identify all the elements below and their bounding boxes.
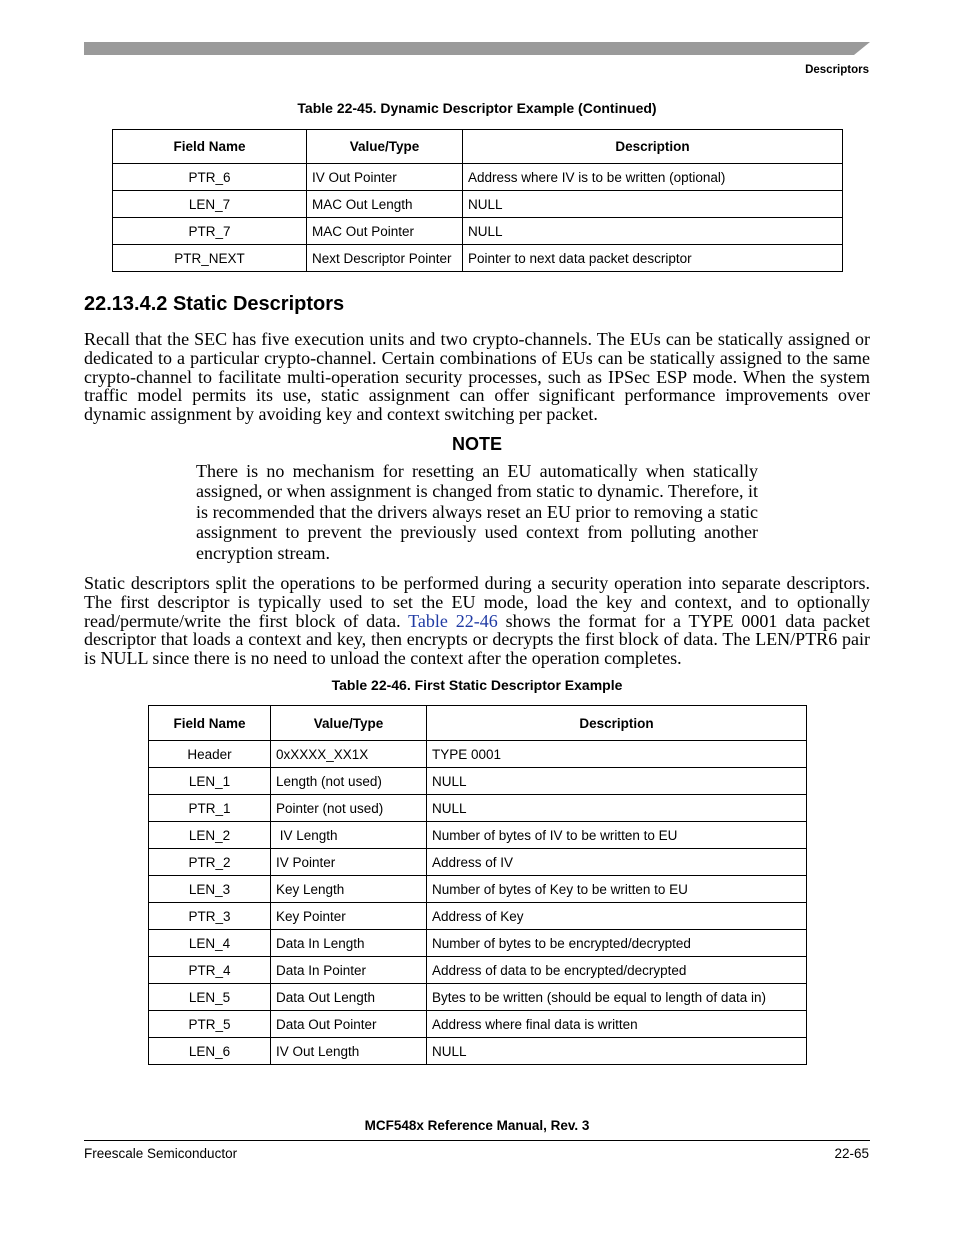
description-cell: NULL bbox=[427, 768, 807, 795]
description-cell: Number of bytes of IV to be written to EU bbox=[427, 822, 807, 849]
table-header-row bbox=[149, 706, 807, 741]
table-22-46-link[interactable]: Table 22-46 bbox=[408, 610, 498, 631]
table-row bbox=[149, 741, 807, 768]
description-cell: Address of IV bbox=[427, 849, 807, 876]
table-row bbox=[113, 191, 843, 218]
description-cell: Number of bytes to be encrypted/decrypted bbox=[427, 930, 807, 957]
footer-divider bbox=[84, 1140, 870, 1141]
value-type-cell: MAC Out Pointer bbox=[307, 218, 463, 245]
column-header: Value/Type bbox=[271, 706, 427, 741]
description-cell: Address where final data is written bbox=[427, 1011, 807, 1038]
footer-company: Freescale Semiconductor bbox=[84, 1146, 238, 1161]
value-type-cell: Pointer (not used) bbox=[271, 795, 427, 822]
table-row bbox=[149, 768, 807, 795]
body-paragraph bbox=[84, 574, 870, 668]
body-paragraph: Recall that the SEC has five execution units and two crypto-channels. The EUs can be statically assigned or dedicated to a particular crypto-channel. Certain combinations of EUs can be statically assigned to the same crypto-channel to facilitate multi-operation security processes, such as IPSec ESP mode. When the system traffic model permits its use, static assignment can offer significant performance improvements over dynamic assignment by avoiding key and context switching per packet. bbox=[84, 329, 870, 425]
footer-page-number: 22-65 bbox=[834, 1146, 869, 1161]
description-cell: Address of data to be encrypted/decrypted bbox=[427, 957, 807, 984]
table-22-46 bbox=[148, 705, 807, 1065]
table-row bbox=[149, 876, 807, 903]
field-name-cell: PTR_NEXT bbox=[113, 245, 307, 272]
running-head: Descriptors bbox=[805, 64, 869, 76]
value-type-cell: Key Length bbox=[271, 876, 427, 903]
table-45-caption: Table 22-45. Dynamic Descriptor Example (Continued) bbox=[297, 100, 657, 116]
field-name-cell: PTR_2 bbox=[149, 849, 271, 876]
value-type-cell: 0xXXXX_XX1X bbox=[271, 741, 427, 768]
field-name-cell: PTR_1 bbox=[149, 795, 271, 822]
description-cell: Address where IV is to be written (optional) bbox=[463, 164, 843, 191]
table-row bbox=[113, 245, 843, 272]
value-type-cell: IV Out Length bbox=[271, 1038, 427, 1065]
paragraph-text: shows the format for a TYPE 0001 data packet descriptor that loads a context and key, then encrypts or decrypts the first block of data. The LEN/PTR6 pair is NULL since there is no need to unload the context after the operation completes. bbox=[84, 610, 870, 669]
note-body: There is no mechanism for resetting an EU automatically when statically assigned, or when assignment is changed from static to dynamic. Therefore, it is recommended that the drivers always reset an EU prior to removing a static assignment to prevent the previously used context from polluting another encryption stream. bbox=[196, 461, 758, 563]
column-header: Field Name bbox=[113, 130, 307, 164]
field-name-cell: LEN_4 bbox=[149, 930, 271, 957]
table-row bbox=[149, 795, 807, 822]
description-cell: NULL bbox=[427, 795, 807, 822]
field-name-cell: PTR_4 bbox=[149, 957, 271, 984]
field-name-cell: Header bbox=[149, 741, 271, 768]
table-header-row bbox=[113, 130, 843, 164]
field-name-cell: PTR_5 bbox=[149, 1011, 271, 1038]
value-type-cell: IV Out Pointer bbox=[307, 164, 463, 191]
field-name-cell: LEN_6 bbox=[149, 1038, 271, 1065]
column-header: Description bbox=[463, 130, 843, 164]
column-header: Description bbox=[427, 706, 807, 741]
table-row bbox=[149, 1038, 807, 1065]
field-name-cell: PTR_7 bbox=[113, 218, 307, 245]
note-title: NOTE bbox=[451, 434, 502, 454]
table-row bbox=[149, 984, 807, 1011]
field-name-cell: LEN_7 bbox=[113, 191, 307, 218]
value-type-cell: Data In Length bbox=[271, 930, 427, 957]
table-row bbox=[113, 164, 843, 191]
field-name-cell: LEN_5 bbox=[149, 984, 271, 1011]
description-cell: NULL bbox=[427, 1038, 807, 1065]
field-name-cell: PTR_6 bbox=[113, 164, 307, 191]
value-type-cell: Data Out Pointer bbox=[271, 1011, 427, 1038]
value-type-cell: Length (not used) bbox=[271, 768, 427, 795]
value-type-cell: Data Out Length bbox=[271, 984, 427, 1011]
description-cell: NULL bbox=[463, 218, 843, 245]
field-name-cell: LEN_2 bbox=[149, 822, 271, 849]
value-type-cell: IV Length bbox=[271, 822, 427, 849]
description-cell: TYPE 0001 bbox=[427, 741, 807, 768]
table-row bbox=[149, 903, 807, 930]
field-name-cell: LEN_3 bbox=[149, 876, 271, 903]
column-header: Field Name bbox=[149, 706, 271, 741]
header-bar bbox=[84, 42, 870, 55]
value-type-cell: MAC Out Length bbox=[307, 191, 463, 218]
table-row bbox=[113, 218, 843, 245]
table-22-45 bbox=[112, 129, 843, 272]
value-type-cell: IV Pointer bbox=[271, 849, 427, 876]
table-row bbox=[149, 957, 807, 984]
table-row bbox=[149, 930, 807, 957]
section-heading: 22.13.4.2 Static Descriptors bbox=[84, 293, 345, 315]
value-type-cell: Data In Pointer bbox=[271, 957, 427, 984]
value-type-cell: Key Pointer bbox=[271, 903, 427, 930]
description-cell: NULL bbox=[463, 191, 843, 218]
value-type-cell: Next Descriptor Pointer bbox=[307, 245, 463, 272]
table-row bbox=[149, 1011, 807, 1038]
description-cell: Pointer to next data packet descriptor bbox=[463, 245, 843, 272]
table-46-caption: Table 22-46. First Static Descriptor Example bbox=[331, 677, 623, 693]
footer-manual-title: MCF548x Reference Manual, Rev. 3 bbox=[364, 1118, 590, 1133]
description-cell: Number of bytes of Key to be written to EU bbox=[427, 876, 807, 903]
table-row bbox=[149, 822, 807, 849]
description-cell: Address of Key bbox=[427, 903, 807, 930]
paragraph-text: Static descriptors split the operations to be performed during a security operation into separate descriptors. The first descriptor is typically used to set the EU mode, load the key and context, and to optionally read/permute/write the first block of data. bbox=[84, 573, 870, 631]
field-name-cell: LEN_1 bbox=[149, 768, 271, 795]
column-header: Value/Type bbox=[307, 130, 463, 164]
field-name-cell: PTR_3 bbox=[149, 903, 271, 930]
description-cell: Bytes to be written (should be equal to length of data in) bbox=[427, 984, 807, 1011]
table-row bbox=[149, 849, 807, 876]
